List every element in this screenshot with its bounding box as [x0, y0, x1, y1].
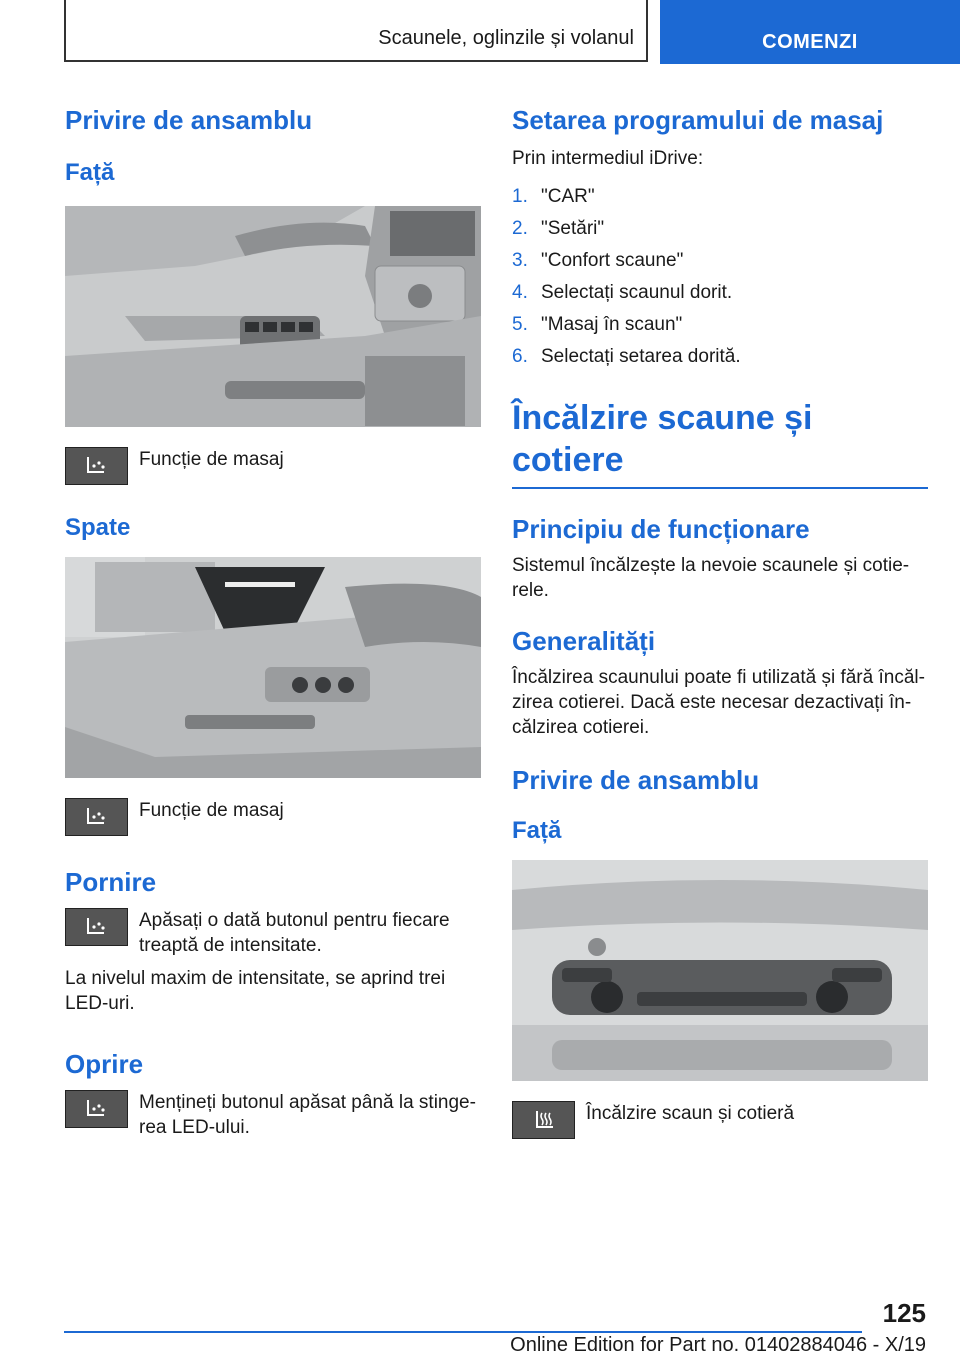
overview-heading: Privire de ansamblu — [65, 105, 313, 135]
seat-heating-caption: Încălzire scaun și cotieră — [586, 1103, 795, 1124]
massage-icon — [65, 1090, 128, 1128]
principle-heading: Principiu de funcționare — [512, 514, 810, 544]
seat-heating-legend — [512, 1101, 928, 1139]
principle-text: Sistemul încălzește la nevoie scaunele și cotierele. — [512, 555, 910, 601]
page-header — [64, 0, 960, 64]
rear-door-figure — [65, 557, 481, 778]
front-door-figure — [65, 206, 481, 427]
general-heading: Generalități — [512, 626, 656, 656]
heating-heading: Încălzire scaune și cotiere — [512, 397, 928, 489]
edition-text: Online Edition for Part no. 01402884046 - X/19 — [510, 1334, 926, 1356]
program-heading: Setarea programului de masaj — [512, 105, 884, 135]
off-heading: Oprire — [65, 1049, 144, 1079]
section-title: Scaunele, oglinzile și volanul — [378, 27, 634, 49]
on-instruction-text: Apăsați o dată butonul pentru fiecare treaptă de intensitate. — [139, 910, 450, 956]
on-heading: Pornire — [65, 867, 157, 897]
rear-massage-caption: Funcție de masaj — [139, 800, 284, 821]
footer-divider — [64, 1331, 862, 1333]
list-item: 3. "Confort scaune" — [512, 250, 684, 271]
seat-heating-icon — [512, 1101, 575, 1139]
climate-panel-figure — [512, 860, 928, 1081]
program-steps — [512, 181, 928, 373]
list-item: 1. "CAR" — [512, 186, 595, 207]
on-instruction — [65, 908, 481, 958]
general-text: Încălzirea scaunului poate fi utilizată și fără încălzirea cotierei. Dacă este necesar dezactivați încălzirea cotierei. — [512, 667, 925, 738]
off-instruction-text: Mențineți butonul apăsat până la stingerea LED-ului. — [139, 1092, 476, 1138]
massage-icon — [65, 798, 128, 836]
on-note: La nivelul maxim de intensitate, se aprind trei LED-uri. — [65, 968, 446, 1014]
chapter-tab — [660, 0, 960, 64]
overview-heading-right: Privire de ansamblu — [512, 765, 760, 795]
page-number: 125 — [882, 1298, 926, 1328]
program-intro: Prin intermediul iDrive: — [512, 148, 704, 169]
off-instruction — [65, 1090, 481, 1140]
list-item: 4. Selectați scaunul dorit. — [512, 282, 733, 303]
section-tab — [64, 0, 648, 62]
left-column — [65, 100, 481, 1140]
list-item: 6. Selectați setarea dorită. — [512, 346, 741, 367]
front-heading: Față — [65, 159, 115, 186]
right-column — [512, 100, 928, 1139]
massage-icon — [65, 447, 128, 485]
chapter-title: COMENZI — [762, 31, 858, 53]
front-heading-right: Față — [512, 817, 562, 844]
rear-massage-legend — [65, 798, 481, 836]
massage-icon — [65, 908, 128, 946]
list-item: 5. "Masaj în scaun" — [512, 314, 683, 335]
rear-heading: Spate — [65, 514, 131, 541]
front-massage-legend — [65, 447, 481, 485]
front-massage-caption: Funcție de masaj — [139, 449, 284, 470]
list-item: 2. "Setări" — [512, 218, 605, 239]
